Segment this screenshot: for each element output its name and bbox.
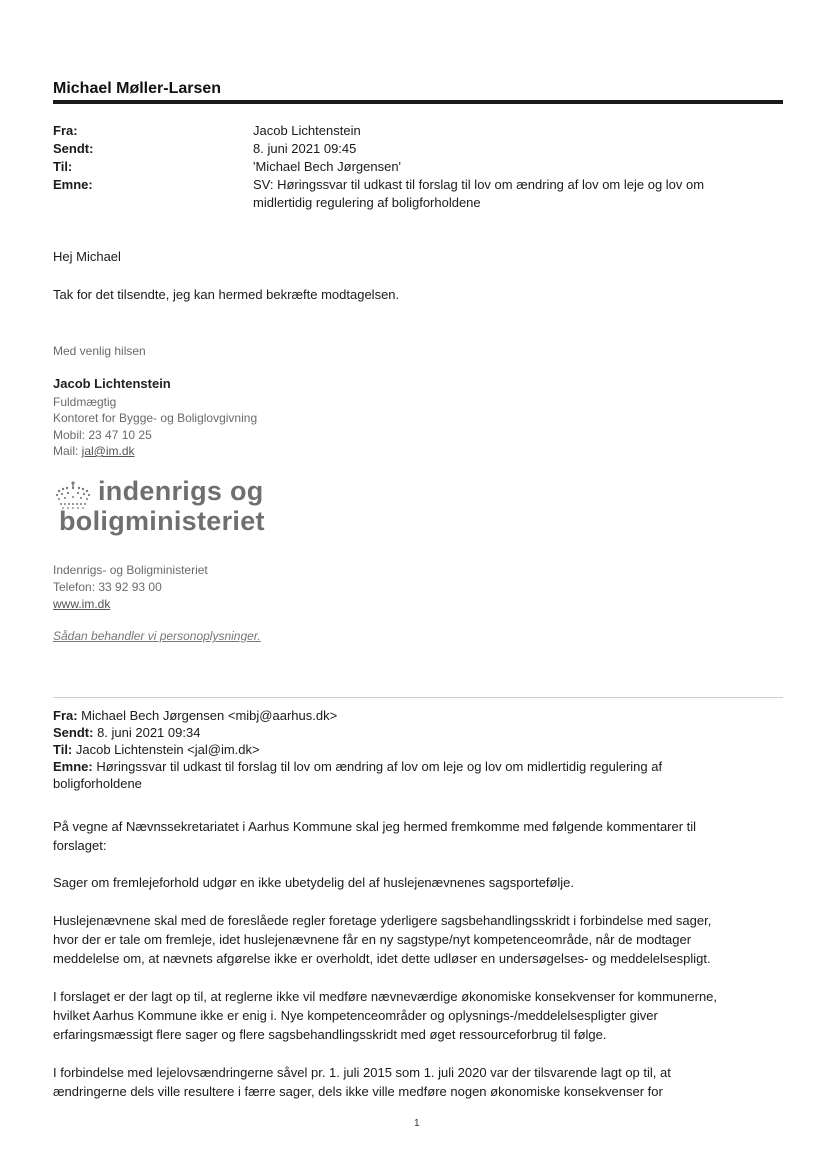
signature-mail-link[interactable]: jal@im.dk [81,444,135,458]
logo-text-line2: boligministeriet [59,506,265,536]
ministry-logo [53,476,273,546]
message-text: Tak for det tilsendte, jeg kan hermed bekræfte modtagelsen. [53,287,400,302]
fwd-from-label: Fra: [53,708,78,723]
sent-value: 8. juni 2021 09:45 [253,141,357,156]
from-label: Fra: [53,123,78,138]
forward-separator [53,697,783,698]
paragraph [53,911,788,968]
paragraph-line: meddelelse om, at nævnets afgørelse ikke er overholdt, idet dette udløser en undersøgelses- og meddelelsespligt. [53,951,711,966]
paragraph-line: erfaringsmæssigt flere sager og flere sagsbehandlingsskridt med øget ressourceforbrug til følge. [53,1027,607,1042]
from-value: Jacob Lichtenstein [253,123,361,138]
fwd-subject-line2: boligforholdene [53,776,142,791]
paragraph-line: forslaget: [53,838,107,853]
subject-value-line1: SV: Høringssvar til udkast til forslag til lov om ændring af lov om leje og lov om [253,177,705,192]
subject-label: Emne: [53,177,93,192]
page-number: 1 [414,1118,420,1129]
paragraph-line: I forbindelse med lejelovsændringerne såvel pr. 1. juli 2015 som 1. juli 2020 var der tilsvarende lagt op til, at [53,1065,671,1080]
org-name: Indenrigs- og Boligministeriet [53,563,208,577]
paragraph-line: ændringerne dels ville resultere i færre sager, dels ikke ville medføre nogen økonomiske konsekvenser for [53,1084,663,1099]
logo-text-line1: indenrigs og [98,476,264,506]
fwd-to-value: Jacob Lichtenstein <jal@im.dk> [72,742,260,757]
paragraph-line: Huslejenævnene skal med de foreslåede regler foretage yderligere sagsbehandlingsskridt i forbindelse med sager, [53,913,712,928]
paragraph-line: I forslaget er der lagt op til, at reglerne ikke vil medføre nævneværdige økonomiske konsekvenser for kommunerne, [53,989,718,1004]
to-value: 'Michael Bech Jørgensen' [253,159,402,174]
fwd-sent-row [53,724,200,741]
greeting: Hej Michael [53,249,121,264]
privacy-link[interactable]: Sådan behandler vi personoplysninger. [53,629,261,643]
paragraph [53,817,788,855]
paragraph [53,873,788,892]
signature-name: Jacob Lichtenstein [53,376,171,391]
paragraph-line: hvor der er tale om fremleje, idet huslejenævnene får en ny sagstype/nyt kompetenceområde, når de modtager [53,932,692,947]
fwd-to-label: Til: [53,742,73,757]
header-rule [53,100,783,104]
fwd-sent-value: 8. juni 2021 09:34 [93,725,201,740]
fwd-sent-label: Sendt: [53,725,94,740]
org-phone: Telefon: 33 92 93 00 [53,580,162,594]
fwd-subject-line1: Høringssvar til udkast til forslag til lov om ændring af lov om leje og lov om midlertidig regulering af [92,759,663,774]
to-label: Til: [53,159,73,174]
signature-office: Kontoret for Bygge- og Boliglovgivning [53,411,258,425]
mailbox-owner-name: Michael Møller-Larsen [53,80,222,97]
paragraph-line: hvilket Aarhus Kommune ikke er enig i. Nye kompetenceområder og oplysnings-/meddelelsespligter giver [53,1008,658,1023]
paragraph-line: På vegne af Nævnssekretariatet i Aarhus Kommune skal jeg hermed fremkomme med følgende kommentarer til [53,819,697,834]
fwd-to-row [53,741,260,758]
paragraph-line: Sager om fremlejeforhold udgør en ikke ubetydelig del af huslejenævnenes sagsportefølje. [53,875,575,890]
sent-label: Sendt: [53,141,94,156]
fwd-subject-row-2 [53,775,142,792]
fwd-subject-row [53,758,662,775]
fwd-from-value: Michael Bech Jørgensen <mibj@aarhus.dk> [77,708,338,723]
org-website-row [53,596,110,612]
paragraph [53,987,788,1044]
paragraph [53,1063,788,1101]
website-link[interactable]: www.im.dk [53,597,111,611]
fwd-from-row [53,707,337,724]
signature-mail-row [53,443,135,459]
signature-mail-label: Mail: [53,444,82,458]
subject-value-line2: midlertidig regulering af boligforholdene [253,195,481,210]
fwd-subject-label: Emne: [53,759,93,774]
signature-title: Fuldmægtig [53,395,117,409]
signature-closing: Med venlig hilsen [53,344,146,358]
signature-mobile: Mobil: 23 47 10 25 [53,428,152,442]
